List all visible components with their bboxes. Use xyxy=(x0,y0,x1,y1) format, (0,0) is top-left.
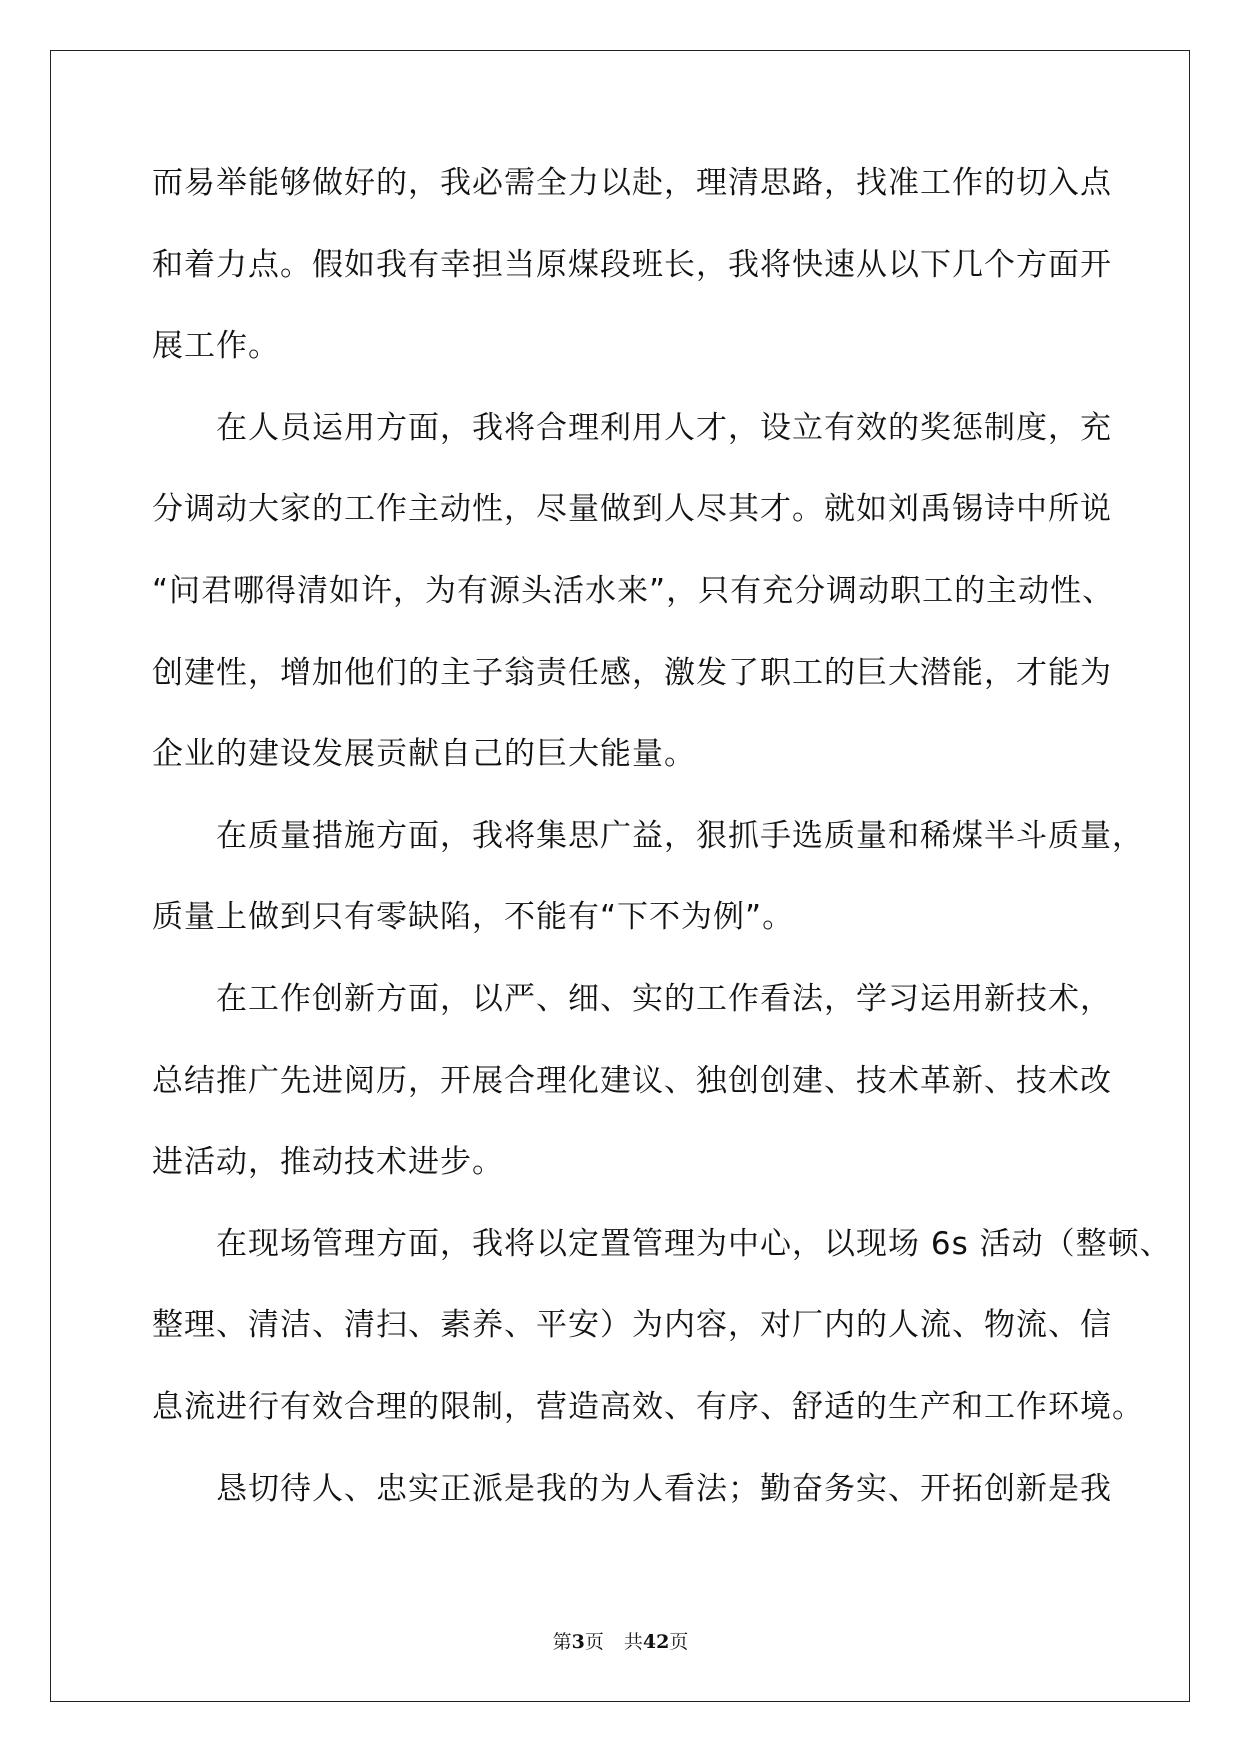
text-line: 总结推广先进阅历，开展合理化建议、独创创建、技术革新、技术改 xyxy=(152,1062,1112,1099)
paragraph-start-line: 在现场管理方面，我将以定置管理为中心，以现场 6s 活动（整顿、 xyxy=(216,1225,1172,1262)
text-line: 质量上做到只有零缺陷，不能有“下不为例”。 xyxy=(152,899,795,936)
total-page-number: 42 xyxy=(642,1631,670,1653)
text-line: “问君哪得清如许，为有源头活水来”，只有充分调动职工的主动性、 xyxy=(152,572,1115,609)
text-line: 和着力点。假如我有幸担当原煤段班长，我将快速从以下几个方面开 xyxy=(152,246,1112,283)
text-line: 息流进行有效合理的限制，营造高效、有序、舒适的生产和工作环境。 xyxy=(152,1388,1144,1425)
paragraph-start-line: 恳切待人、忠实正派是我的为人看法；勤奋务实、开拓创新是我 xyxy=(216,1470,1112,1507)
document-body xyxy=(152,158,1172,1545)
page-prefix: 第 xyxy=(552,1631,572,1653)
text-line: 分调动大家的工作主动性，尽量做到人尽其才。就如刘禹锡诗中所说 xyxy=(152,491,1112,528)
page-footer xyxy=(0,1627,1241,1654)
text-line: 整理、清洁、清扫、素养、平安）为内容，对厂内的人流、物流、信 xyxy=(152,1307,1112,1344)
text-line: 而易举能够做好的，我必需全力以赴，理清思路，找准工作的切入点 xyxy=(152,165,1112,201)
paragraph-start-line: 在人员运用方面，我将合理利用人才，设立有效的奖惩制度，充 xyxy=(216,409,1112,446)
paragraph-start-line: 在质量措施方面，我将集思广益，狠抓手选质量和稀煤半斗质量， xyxy=(216,817,1144,854)
text-line: 企业的建设发展贡献自己的巨大能量。 xyxy=(152,736,696,773)
text-line: 创建性，增加他们的主子翁责任感，激发了职工的巨大潜能，才能为 xyxy=(152,654,1112,691)
total-prefix: 共 xyxy=(623,1631,643,1653)
total-unit: 页 xyxy=(669,1631,689,1653)
paragraph-start-line: 在工作创新方面，以严、细、实的工作看法，学习运用新技术， xyxy=(216,980,1112,1017)
text-line: 展工作。 xyxy=(152,328,280,365)
page-unit: 页 xyxy=(584,1631,604,1653)
current-page-number: 3 xyxy=(571,1631,585,1653)
text-line: 进活动，推动技术进步。 xyxy=(152,1144,504,1181)
